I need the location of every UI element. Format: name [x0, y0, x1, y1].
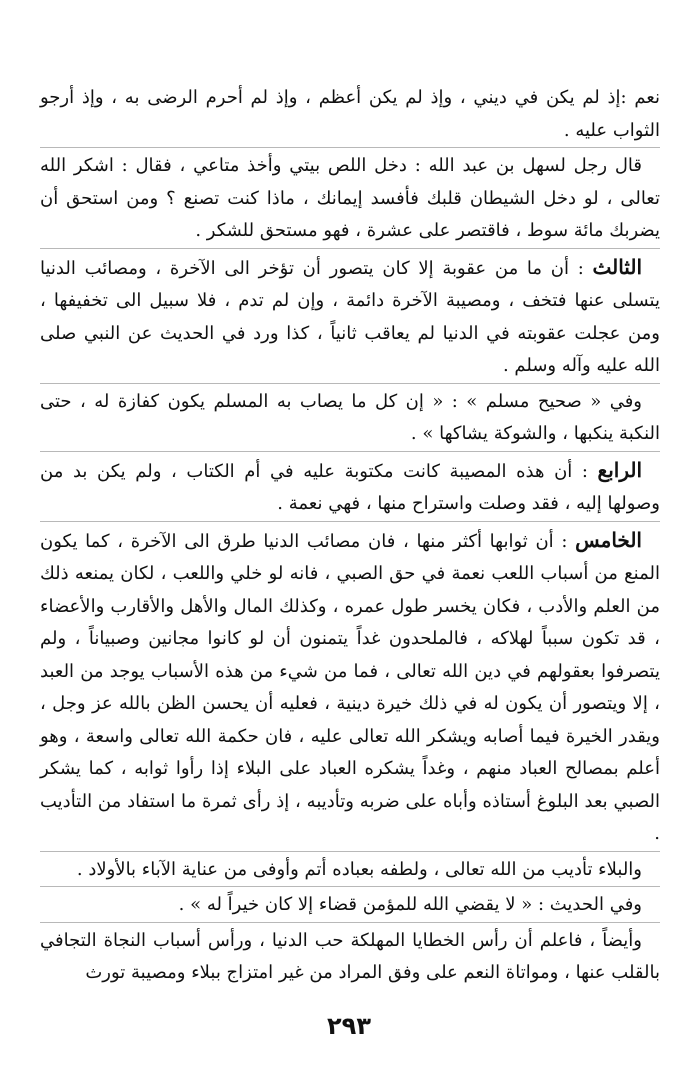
paragraph-text: وأيضاً ، فاعلم أن رأس الخطايا المهلكة حب الدنيا ، ورأس أسباب النجاة التجافي بالقلب عنها ، ومواتاة النعم على وفق المراد من غير امتزاج ببلاء ومصيبة تورث	[40, 929, 660, 983]
section-heading-fourth: الرابع	[597, 457, 642, 482]
paragraph-1	[40, 82, 660, 147]
paragraph-text: : أن ثوابها أكثر منها ، فان مصائب الدنيا طرق الى الآخرة ، كما يكون المنع من أسباب اللعب نعمة في حق الصبي ، فانه لو خلي واللعب ، لكان يمنعه ذلك من العلم والأدب ، فكان يخسر طول عمره ، وكذلك المال والأهل والأقارب والأعضاء ، قد تكون سبباً لهلاكه ، فالملحدون غداً يتمنون أن لو كانوا مجانين وصبياناً ، ولم يتصرفوا بعقولهم في دين الله تعالى ، فما من شيء من هذه الأسباب يوجد من العبد ، إلا ويتصور أن يكون له في ذلك خيرة دينية ، فعليه أن يحسن الظن بالله عز وجل ، ويقدر الخيرة فيما أصابه ويشكر الله تعالى عليه ، فان حكمة الله تعالى واسعة ، وهو أعلم بمصالح العباد منهم ، وغداً يشكره العباد على البلاء إذا رأوا ثوابه ، كما يشكر الصبي بعد البلوغ أستاذه وأباه على ضربه وتأديبه ، إذ رأى ثمرة ما استفاد من التأديب .	[40, 530, 660, 844]
paragraph-hadith	[40, 886, 660, 922]
paragraph-third	[40, 248, 660, 383]
paragraph-text: قال رجل لسهل بن عبد الله : دخل اللص بيتي وأخذ متاعي ، فقال : اشكر الله تعالى ، لو دخل الشيطان قلبك فأفسد إيمانك ، ماذا كنت تصنع ؟ ومن استحق أن يضربك مائة سوط ، فاقتصر على عشرة ، فهو مستحق للشكر .	[40, 155, 660, 241]
section-heading-fifth: الخامس	[575, 527, 642, 552]
paragraph-fifth	[40, 521, 660, 851]
paragraph-text: : أن هذه المصيبة كانت مكتوبة عليه في أم الكتاب ، ولم يكن بد من وصولها إليه ، فقد وصلت واستراح منها ، فهي نعمة .	[40, 460, 660, 514]
paragraph-text: وفي الحديث : « لا يقضي الله للمؤمن قضاء إلا كان خيراً له » .	[178, 894, 642, 915]
paragraph-text: وفي « صحيح مسلم » : « إن كل ما يصاب به المسلم يكون كفازة له ، حتى النكبة ينكبها ، والشوكة يشاكها » .	[40, 390, 660, 444]
paragraph-fourth	[40, 451, 660, 521]
section-heading-third: الثالث	[592, 254, 642, 279]
page-number: ٢٩٣	[327, 1012, 371, 1040]
paragraph-text: : أن ما من عقوبة إلا كان يتصور أن تؤخر الى الآخرة ، ومصائب الدنيا يتسلى عنها فتخف ، ومصيبة الآخرة دائمة ، وإن لم تدم ، فلا سبيل الى تخفيفها ، ومن عجلت عقوبته في الدنيا لم يعاقب ثانياً ، كذا ورد في الحديث عن النبي صلى الله عليه وآله وسلم .	[40, 257, 660, 376]
paragraph-sahih-muslim	[40, 383, 660, 451]
paragraph-2	[40, 147, 660, 248]
paragraph-7	[40, 851, 660, 887]
paragraph-text: نعم :إذ لم يكن في ديني ، وإذ لم يكن أعظم ، وإذ لم أحرم الرضى به ، وإذ أرجو الثواب عليه .	[40, 87, 660, 141]
paragraph-9	[40, 922, 660, 990]
page-body	[40, 82, 660, 990]
paragraph-text: والبلاء تأديب من الله تعالى ، ولطفه بعباده أتم وأوفى من عناية الآباء بالأولاد .	[76, 858, 642, 880]
